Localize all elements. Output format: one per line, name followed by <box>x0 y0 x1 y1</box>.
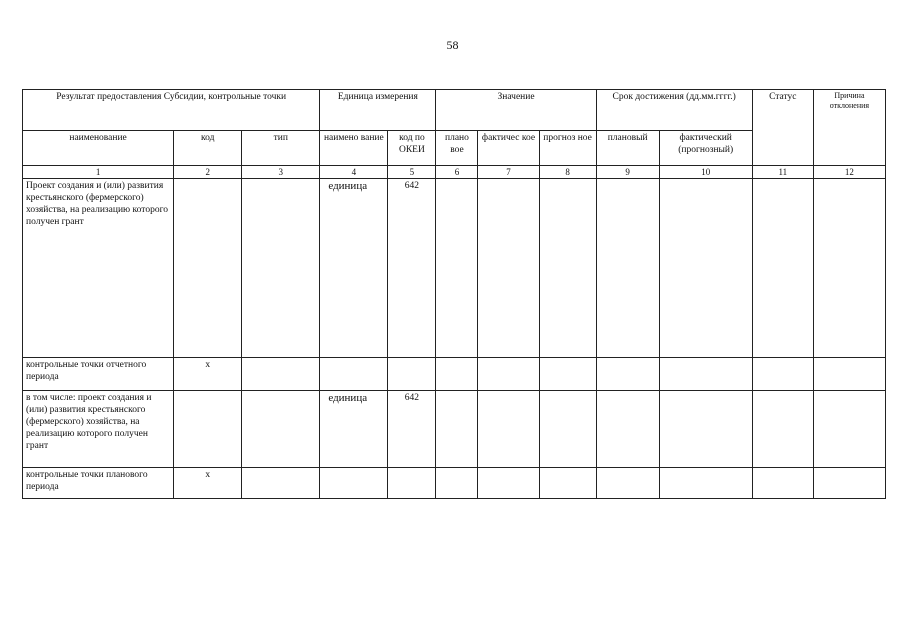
column-number: 11 <box>752 166 813 179</box>
subheader-code: код <box>174 131 242 166</box>
subsidy-report-table <box>22 89 886 499</box>
row-status <box>752 358 813 391</box>
row-code <box>174 179 242 358</box>
row-unit-name <box>320 468 388 499</box>
row-name: Проект создания и (или) развития крестьянского (фермерского) хозяйства, на реализацию которого получен грант <box>23 179 174 358</box>
row-forecast <box>539 391 596 468</box>
row-reason <box>813 391 885 468</box>
subheader-actual-date: фактический (прогнозный) <box>659 131 752 166</box>
row-actual-date <box>659 468 752 499</box>
column-number: 12 <box>813 166 885 179</box>
row-actual-date <box>659 179 752 358</box>
row-name: контрольные точки планового периода <box>23 468 174 499</box>
subheader-actual: фактичес кое <box>478 131 539 166</box>
header-result-group: Результат предоставления Субсидии, контрольные точки <box>23 90 320 131</box>
row-name: в том числе: проект создания и (или) развития крестьянского (фермерского) хозяйства, на реализацию которого получен грант <box>23 391 174 468</box>
table-row <box>23 358 886 391</box>
row-name: контрольные точки отчетного периода <box>23 358 174 391</box>
row-reason <box>813 468 885 499</box>
row-status <box>752 468 813 499</box>
row-plan-date <box>596 468 659 499</box>
row-actual-date <box>659 391 752 468</box>
row-planned <box>436 179 478 358</box>
subheader-planned: плано вое <box>436 131 478 166</box>
row-type <box>242 468 320 499</box>
row-actual <box>478 179 539 358</box>
row-status <box>752 179 813 358</box>
row-reason <box>813 179 885 358</box>
column-number: 3 <box>242 166 320 179</box>
row-okei: 642 <box>388 179 436 358</box>
row-planned <box>436 358 478 391</box>
row-actual <box>478 391 539 468</box>
row-unit-name: единица <box>320 391 388 468</box>
row-forecast <box>539 468 596 499</box>
header-deadline-group: Срок достижения (дд.мм.гггг.) <box>596 90 752 131</box>
column-number: 4 <box>320 166 388 179</box>
table-row <box>23 468 886 499</box>
row-actual-date <box>659 358 752 391</box>
subheader-forecast: прогноз ное <box>539 131 596 166</box>
subheader-type: тип <box>242 131 320 166</box>
row-unit-name: единица <box>320 179 388 358</box>
row-type <box>242 179 320 358</box>
column-number: 2 <box>174 166 242 179</box>
row-forecast <box>539 179 596 358</box>
row-okei <box>388 468 436 499</box>
header-unit-group: Единица измерения <box>320 90 436 131</box>
row-status <box>752 391 813 468</box>
column-number-row <box>23 166 886 179</box>
column-number: 5 <box>388 166 436 179</box>
row-plan-date <box>596 179 659 358</box>
row-okei <box>388 358 436 391</box>
header-row <box>23 90 886 131</box>
row-code: x <box>174 468 242 499</box>
column-number: 7 <box>478 166 539 179</box>
header-status: Статус <box>752 90 813 166</box>
row-type <box>242 358 320 391</box>
column-number: 1 <box>23 166 174 179</box>
column-number: 6 <box>436 166 478 179</box>
column-number: 10 <box>659 166 752 179</box>
subheader-plan-date: плановый <box>596 131 659 166</box>
column-number: 8 <box>539 166 596 179</box>
row-code: x <box>174 358 242 391</box>
row-planned <box>436 391 478 468</box>
subheader-okei: код по ОКЕИ <box>388 131 436 166</box>
row-forecast <box>539 358 596 391</box>
row-plan-date <box>596 391 659 468</box>
table-row <box>23 179 886 358</box>
row-unit-name <box>320 358 388 391</box>
row-type <box>242 391 320 468</box>
row-planned <box>436 468 478 499</box>
subheader-name: наименование <box>23 131 174 166</box>
row-code <box>174 391 242 468</box>
header-value-group: Значение <box>436 90 596 131</box>
row-plan-date <box>596 358 659 391</box>
row-okei: 642 <box>388 391 436 468</box>
table-row <box>23 391 886 468</box>
row-reason <box>813 358 885 391</box>
row-actual <box>478 468 539 499</box>
row-actual <box>478 358 539 391</box>
column-number: 9 <box>596 166 659 179</box>
subheader-unit-name: наимено вание <box>320 131 388 166</box>
header-reason: Причина отклонения <box>813 90 885 166</box>
page-number: 58 <box>446 38 459 52</box>
